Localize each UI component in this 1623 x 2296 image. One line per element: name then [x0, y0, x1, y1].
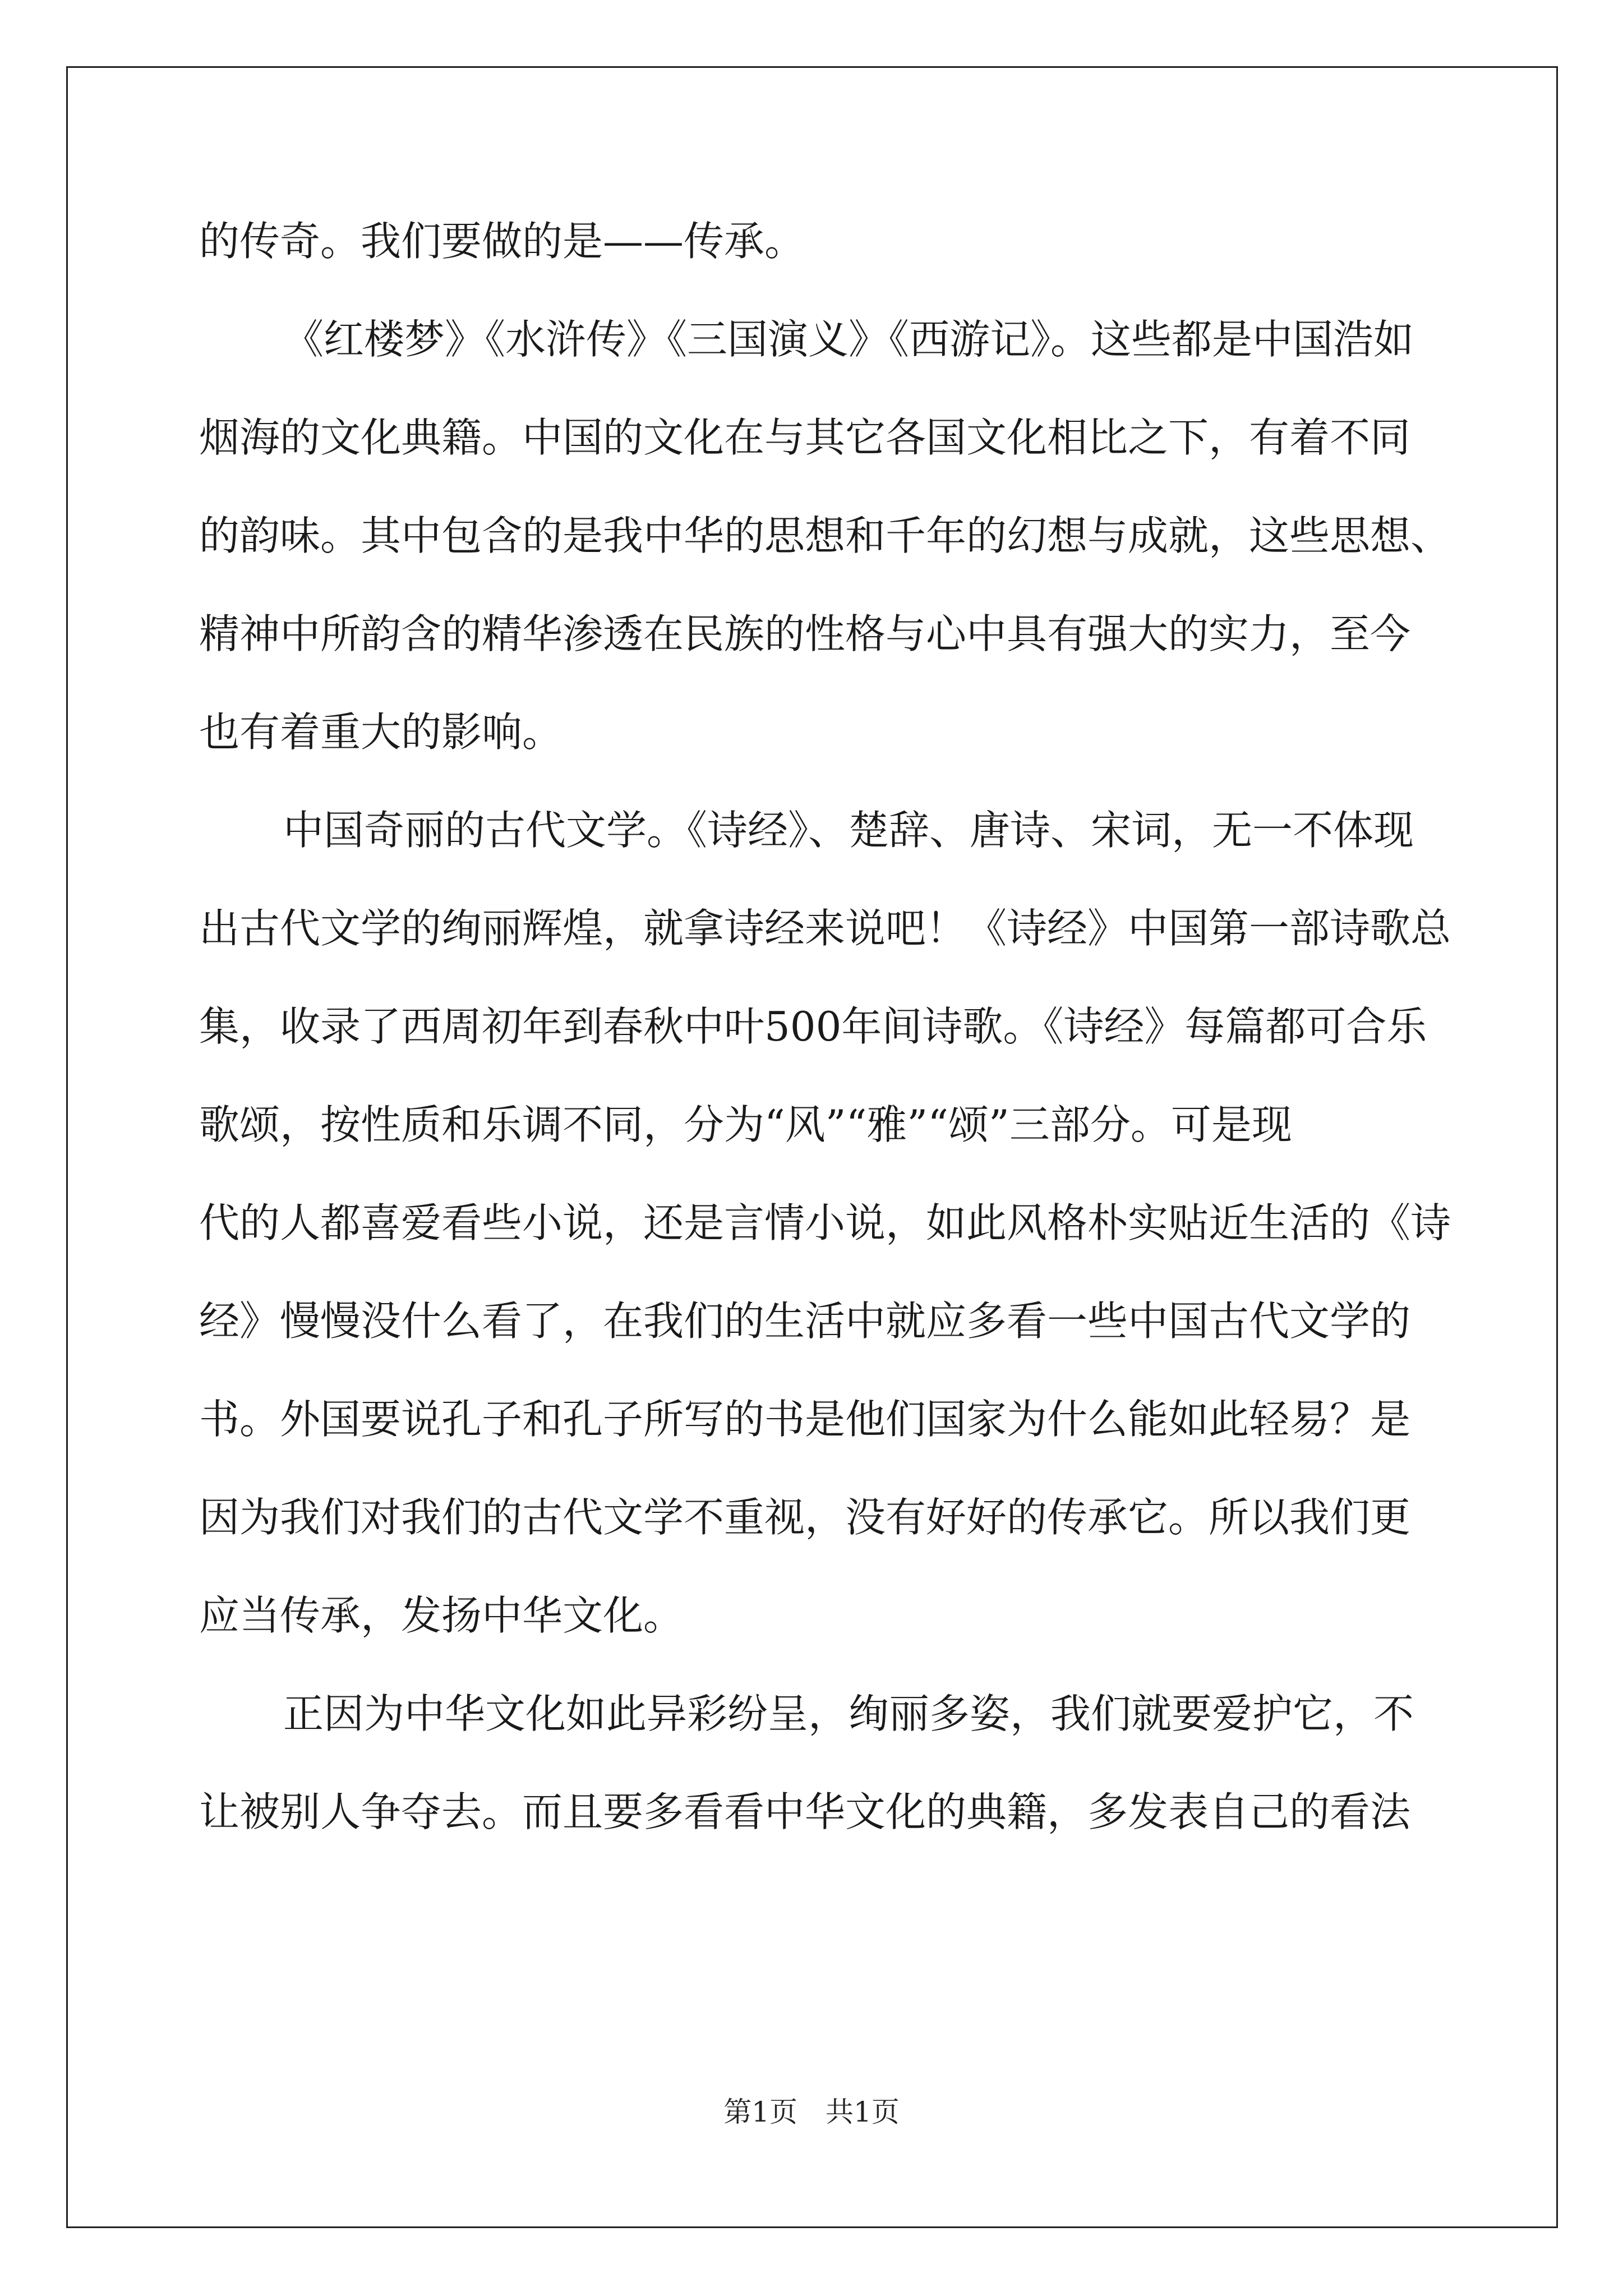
- text-line: 也有着重大的影响。: [199, 708, 563, 756]
- text-line: 正因为中华文化如此异彩纷呈，绚丽多姿，我们就要爱护它，不: [283, 1690, 1414, 1737]
- text-line: 让被别人争夺去。而且要多看看中华文化的典籍，多发表自己的看法: [199, 1788, 1411, 1835]
- text-line: 精神中所韵含的精华渗透在民族的性格与心中具有强大的实力，至今: [199, 610, 1411, 657]
- text-line: 的韵味。其中包含的是我中华的思想和千年的幻想与成就，这些思想、: [199, 512, 1451, 559]
- text-line: 书。外国要说孔子和孔子所写的书是他们国家为什么能如此轻易？是: [199, 1396, 1411, 1443]
- page-number-footer: 第1页 共1页: [723, 2096, 900, 2128]
- text-line: 歌颂，按性质和乐调不同，分为“风”“雅”“颂”三部分。可是现: [199, 1101, 1292, 1148]
- text-line: 经》慢慢没什么看了，在我们的生活中就应多看一些中国古代文学的: [199, 1297, 1411, 1345]
- text-line: 应当传承，发扬中华文化。: [199, 1592, 684, 1639]
- text-line: 的传奇。我们要做的是——传承。: [199, 218, 805, 265]
- document-body: [199, 208, 1451, 1876]
- text-line: 集，收录了西周初年到春秋中叶500年间诗歌。《诗经》每篇都可合乐: [199, 1003, 1427, 1050]
- text-line: 中国奇丽的古代文学。《诗经》、楚辞、唐诗、宋词，无一不体现: [283, 807, 1414, 854]
- text-line: 出古代文学的绚丽辉煌，就拿诗经来说吧！《诗经》中国第一部诗歌总: [199, 905, 1451, 952]
- text-line: 烟海的文化典籍。中国的文化在与其它各国文化相比之下，有着不同: [199, 414, 1411, 461]
- text-line: 因为我们对我们的古代文学不重视，没有好好的传承它。所以我们更: [199, 1494, 1411, 1541]
- text-line: 代的人都喜爱看些小说，还是言情小说，如此风格朴实贴近生活的《诗: [199, 1199, 1451, 1246]
- text-line: 《红楼梦》《水浒传》《三国演义》《西游记》。这些都是中国浩如: [283, 316, 1414, 363]
